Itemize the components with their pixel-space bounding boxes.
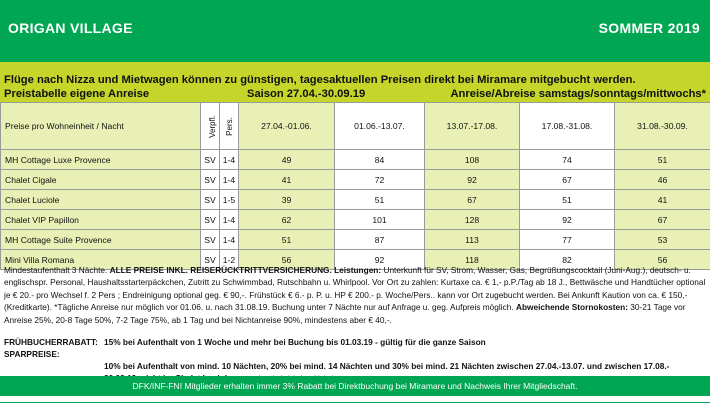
- price-cell: 41: [239, 170, 335, 190]
- header-period: 17.08.-31.08.: [520, 103, 615, 150]
- price-cell: 51: [335, 190, 425, 210]
- persons-cell: 1-4: [220, 230, 239, 250]
- price-cell: 56: [239, 250, 335, 270]
- persons-cell: 1-4: [220, 150, 239, 170]
- header-period: 01.06.-13.07.: [335, 103, 425, 150]
- persons-cell: 1-5: [220, 190, 239, 210]
- table-header-row: [1, 103, 710, 150]
- early-booking-text: 15% bei Aufenthalt von 1 Woche und mehr bei Buchung bis 01.03.19 - gültig für die ganze Saison: [104, 337, 486, 347]
- price-cell: 49: [239, 150, 335, 170]
- included-services-heading: ALLE PREISE INKL. REISERÜCKTRITTVERSICHERUNG. Leistungen:: [109, 265, 382, 275]
- price-cell: 67: [425, 190, 520, 210]
- arrival-days: Anreise/Abreise samstags/sonntags/mittwochs*: [450, 88, 706, 100]
- price-cell: 92: [425, 170, 520, 190]
- cancellation-heading: Abweichende Stornokosten:: [515, 302, 628, 313]
- price-cell: 72: [335, 170, 425, 190]
- header-period: 13.07.-17.08.: [425, 103, 520, 150]
- price-cell: 51: [520, 190, 615, 210]
- price-cell: 62: [239, 210, 335, 230]
- price-table: [0, 102, 710, 270]
- cancellation-text: 30-21 Tage vor Anreise 25%, 20-8 Tage 50%, 7-2 Tage 75%, ab 1 Tag und bei Nichtanreise 90%, mindestens aber € 40,-.: [4, 302, 686, 325]
- unit-name: Chalet Luciole: [1, 190, 201, 210]
- unit-name: MH Cottage Suite Provence: [1, 230, 201, 250]
- header-period: 31.08.-30.09.: [615, 103, 710, 150]
- price-cell: 46: [615, 170, 710, 190]
- board-cell: SV: [201, 230, 220, 250]
- table-row: [1, 210, 710, 230]
- header-period: 27.04.-01.06.: [239, 103, 335, 150]
- season-range: Saison 27.04.-30.09.19: [247, 88, 366, 100]
- saver-label: SPARPREISE:: [4, 349, 60, 359]
- price-cell: 51: [239, 230, 335, 250]
- price-cell: 87: [335, 230, 425, 250]
- info-band: [0, 62, 710, 102]
- board-cell: SV: [201, 190, 220, 210]
- bottom-rule: [0, 402, 710, 403]
- price-cell: 101: [335, 210, 425, 230]
- unit-name: Mini Villa Romana: [1, 250, 201, 270]
- price-cell: 41: [615, 190, 710, 210]
- price-cell: 84: [335, 150, 425, 170]
- header-bar: [0, 0, 710, 62]
- price-cell: 56: [615, 250, 710, 270]
- price-cell: 113: [425, 230, 520, 250]
- price-cell: 92: [520, 210, 615, 230]
- price-cell: 118: [425, 250, 520, 270]
- table-row: [1, 150, 710, 170]
- price-cell: 51: [615, 150, 710, 170]
- resort-title: ORIGAN VILLAGE: [8, 20, 133, 36]
- services-text: Unterkunft für SV, Strom, Wasser, Gas, Begrüßungscocktail (Juni-Aug.), deutsch- u. englischspr. Personal, Haushaltsstarterpäckchen, Zutritt zu Schwimmbad, Rutschbahn u. Whirlpool. Vor Ort zu zahlen: Kurtaxe ca. € 1,- p.P./Tag ab 18 J., Bettwäsche und Handtücher optional je € 20.- pro Wechsel f. 2 Pers ; Endreinigung optional geg. € 90,-. Frühstück € 6.- p. P. u. HP € 200.- p. Woche/Pers.. kann vor Ort zugebucht werden. Bei Ankunft Kaution von ca. € 150,- (Kreditkarte). *Tägliche Anreise nur möglich vor 01.06. u. nach 31.08.19. Buchung unter 7 Nächte nur auf Anfrage u. geg. Aufpreis möglich.: [4, 265, 706, 313]
- price-cell: 53: [615, 230, 710, 250]
- board-cell: SV: [201, 250, 220, 270]
- persons-cell: 1-2: [220, 250, 239, 270]
- board-cell: SV: [201, 170, 220, 190]
- table-row: [1, 230, 710, 250]
- table-title: Preistabelle eigene Anreise: [4, 88, 150, 100]
- season-title: SOMMER 2019: [598, 20, 700, 36]
- header-pers: Pers.: [220, 103, 239, 150]
- price-cell: 39: [239, 190, 335, 210]
- price-cell: 77: [520, 230, 615, 250]
- price-cell: 82: [520, 250, 615, 270]
- persons-cell: 1-4: [220, 170, 239, 190]
- member-discount-note: DFK/INF-FNI Mitglieder erhalten immer 3% Rabatt bei Direktbuchung bei Miramare und Nachweis Ihrer Mitgliedschaft.: [132, 381, 578, 391]
- table-row: [1, 170, 710, 190]
- header-label: Preise pro Wohneinheit / Nacht: [1, 103, 201, 150]
- price-cell: 67: [615, 210, 710, 230]
- saver-text: 10% bei Aufenthalt von mind. 10 Nächten, 20% bei mind. 14 Nächten und 30% bei mind. 21 Nächten zwischen 27.04.-13.07. und zwischen 17.08.-: [104, 361, 670, 371]
- header-verpfl: Verpfl.: [201, 103, 220, 150]
- footer-bar: [0, 376, 710, 396]
- terms-text: [4, 264, 706, 326]
- min-stay-text: Mindestaufenthalt 3 Nächte.: [4, 265, 110, 275]
- price-cell: 74: [520, 150, 615, 170]
- price-cell: 108: [425, 150, 520, 170]
- unit-name: Chalet VIP Papillon: [1, 210, 201, 230]
- price-cell: 128: [425, 210, 520, 230]
- board-cell: SV: [201, 150, 220, 170]
- table-row: [1, 190, 710, 210]
- unit-name: Chalet Cigale: [1, 170, 201, 190]
- price-cell: 92: [335, 250, 425, 270]
- persons-cell: 1-4: [220, 210, 239, 230]
- flight-note: Flüge nach Nizza und Mietwagen können zu günstigen, tagesaktuellen Preisen direkt bei Miramare mitgebucht werden.: [4, 74, 636, 86]
- unit-name: MH Cottage Luxe Provence: [1, 150, 201, 170]
- board-cell: SV: [201, 210, 220, 230]
- price-cell: 67: [520, 170, 615, 190]
- early-booking-label: FRÜHBUCHERRABATT:: [4, 337, 98, 347]
